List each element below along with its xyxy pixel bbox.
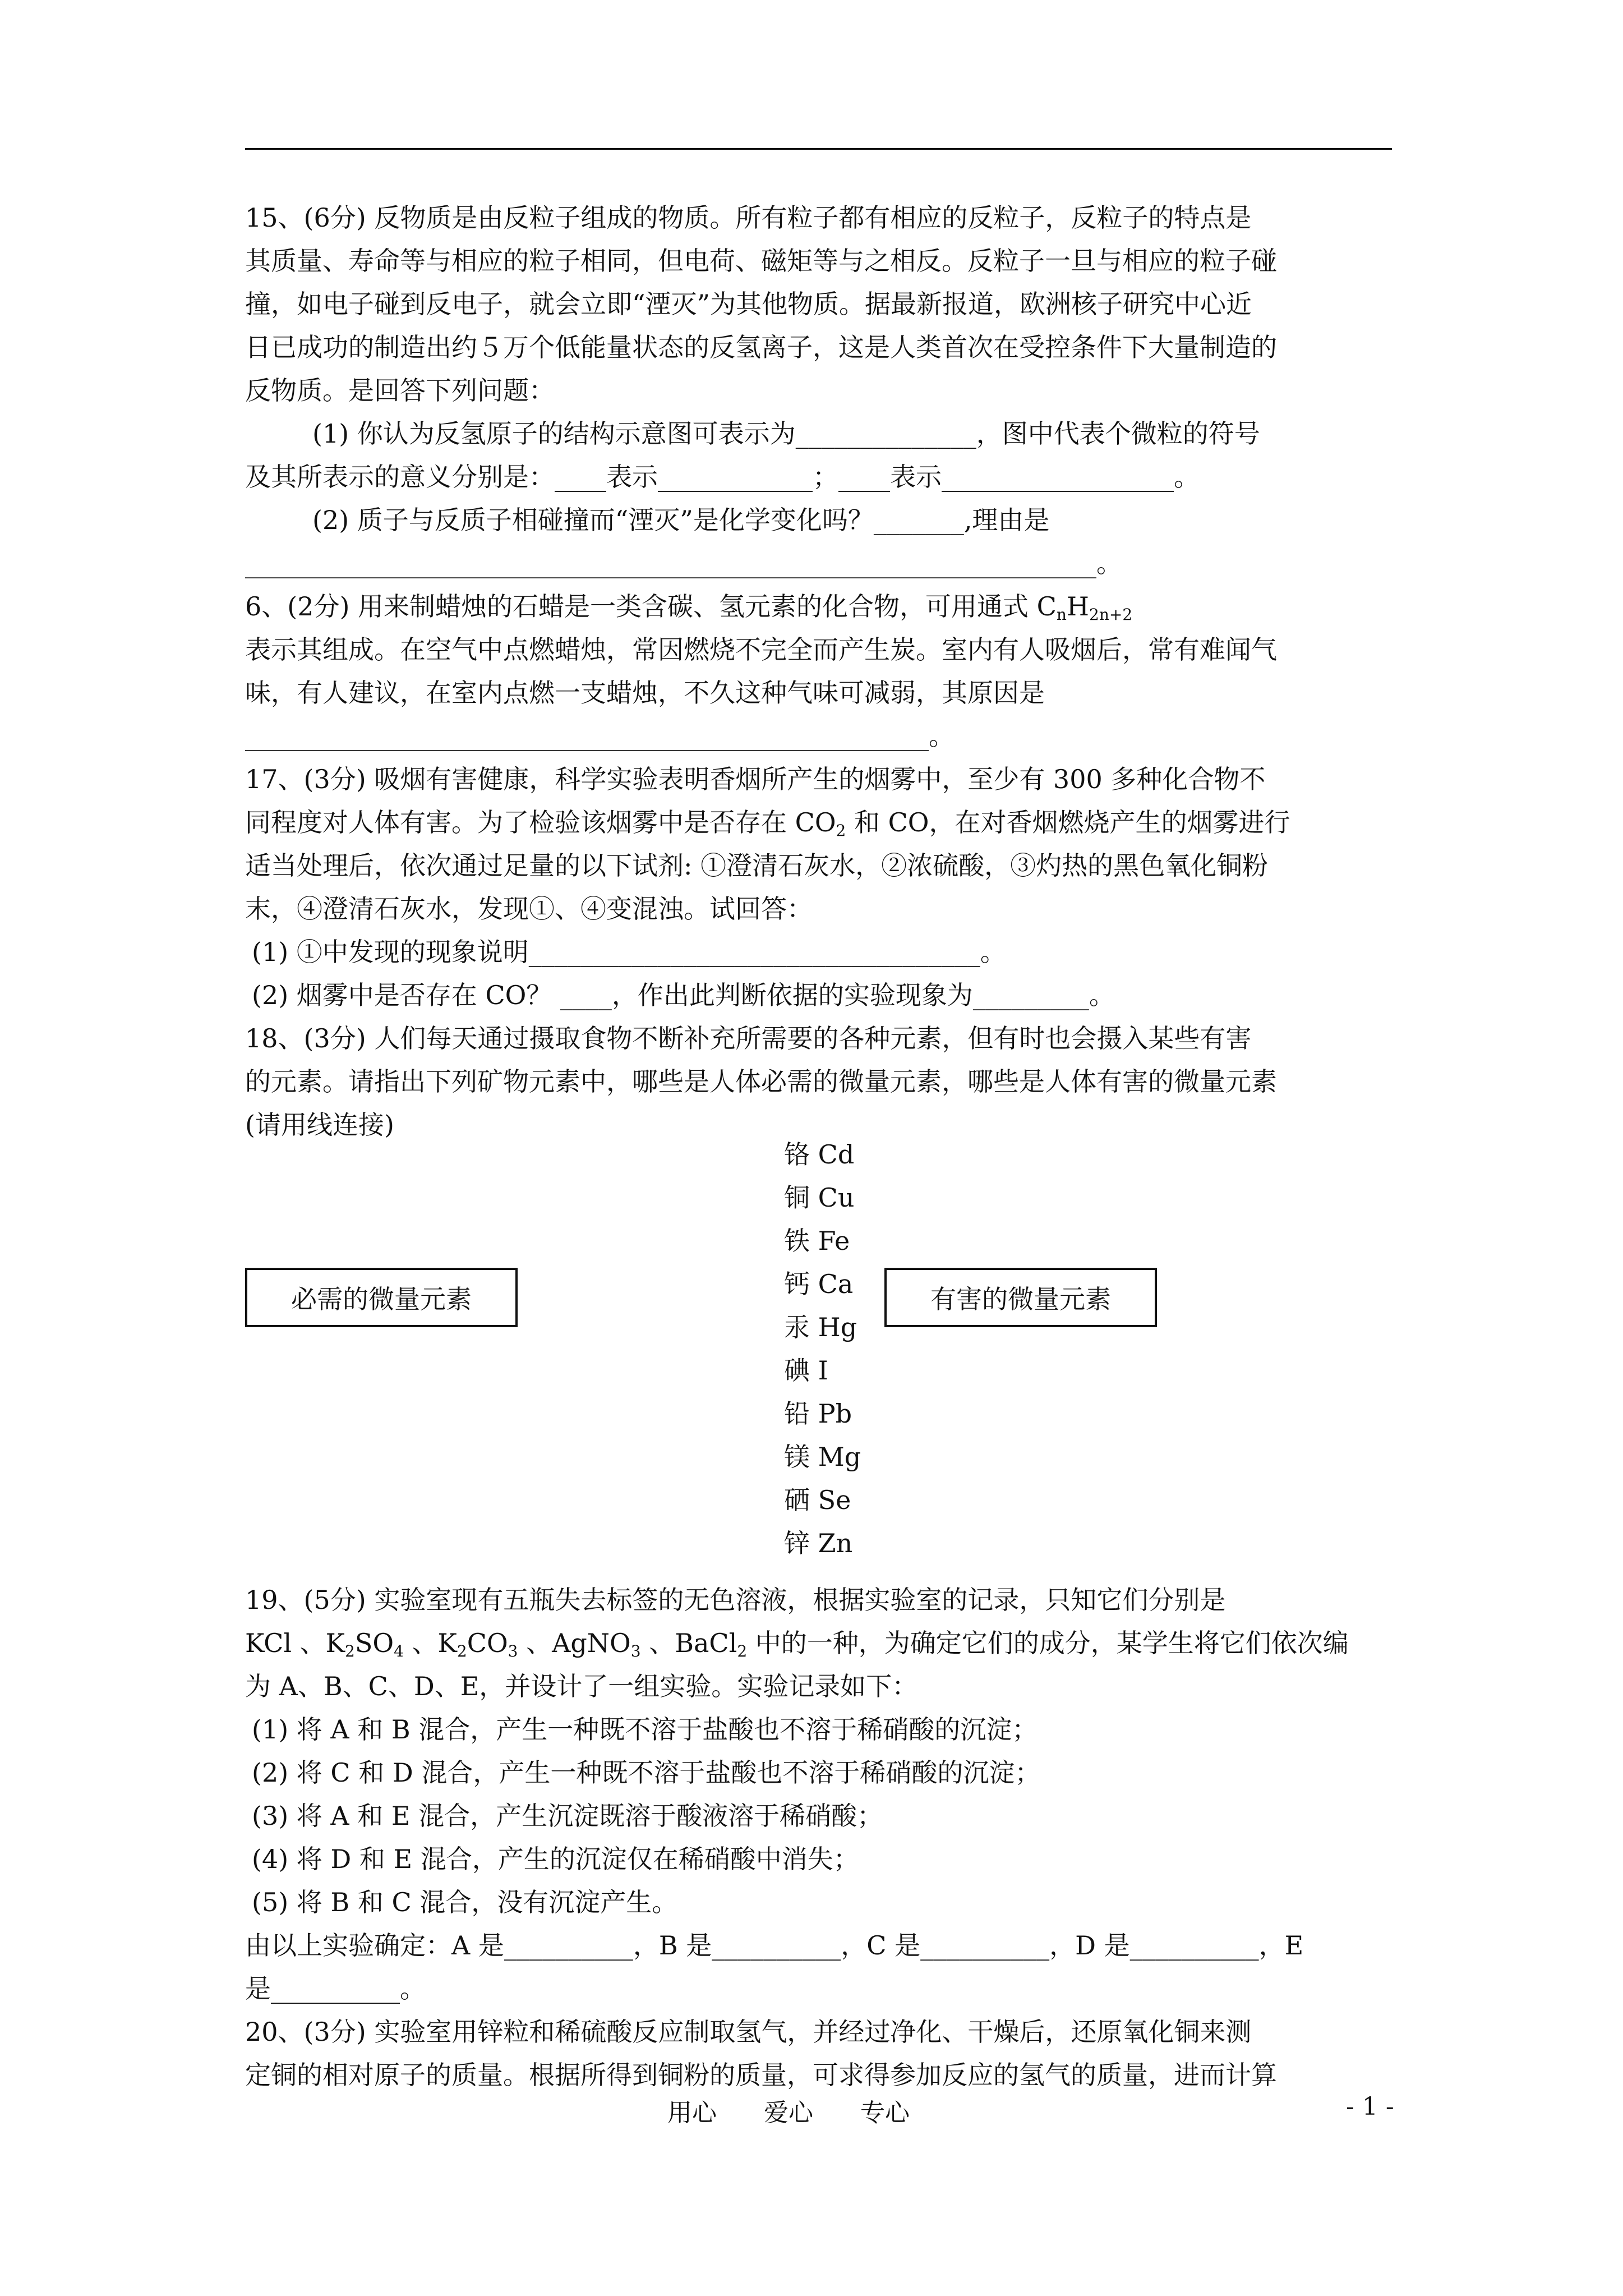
q19-s3: 2 [457, 1642, 467, 1660]
q17-line-4: 末，④澄清石灰水，发现①、④变混浊。试回答： [245, 894, 813, 924]
q17-line-6: (2) 烟雾中是否存在 CO？ ____，作出此判断依据的实验现象为_________。 [252, 980, 1115, 1010]
q19-s4: 3 [508, 1642, 518, 1660]
footer-motto [667, 2092, 949, 2128]
q19-item-2: (2) 将 C 和 D 混合，产生一种既不溶于盐酸也不溶于稀硝酸的沉淀； [252, 1757, 1041, 1788]
q19-t-b: SO [354, 1628, 394, 1658]
element-item[interactable]: 镁 Mg [784, 1442, 861, 1472]
q19-s2: 4 [394, 1642, 404, 1660]
q16-line-1-text: 6、(2分) 用来制蜡烛的石蜡是一类含碳、氢元素的化合物，可用通式 C [245, 591, 1057, 622]
q19-t-a: KCl 、K [245, 1628, 345, 1658]
element-item[interactable]: 碘 I [784, 1355, 828, 1386]
q19-item-3: (3) 将 A 和 E 混合，产生沉淀既溶于酸液溶于稀硝酸； [252, 1801, 883, 1831]
q18-line-3: (请用线连接) [245, 1110, 394, 1140]
q16-formula-h: H [1066, 591, 1090, 622]
q19-item-4: (4) 将 D 和 E 混合，产生的沉淀仅在稀硝酸中消失； [252, 1844, 859, 1874]
q15-line-8: (2) 质子与反质子相碰撞而“湮灭”是化学变化吗？_______,理由是 [312, 505, 1050, 535]
q19-item-1: (1) 将 A 和 B 混合，产生一种既不溶于盐酸也不溶于稀硝酸的沉淀； [252, 1714, 1038, 1745]
q15-line-1: 15、(6分) 反物质是由反粒子组成的物质。所有粒子都有相应的反粒子，反粒子的特点是 [245, 203, 1252, 233]
q15-line-2: 其质量、寿命等与相应的粒子相同，但电荷、磁矩等与之相反。反粒子一旦与相应的粒子碰 [245, 246, 1277, 276]
header-rule [245, 148, 1392, 150]
q15-line-5: 反物质。是回答下列问题： [245, 375, 555, 406]
q16-sub-n: n [1056, 605, 1067, 624]
essential-elements-label: 必需的微量元素 [291, 1284, 472, 1314]
footer-word-2: 爱心 [764, 2099, 813, 2127]
element-item[interactable]: 汞 Hg [784, 1312, 857, 1342]
q19-t-g: 中的一种，为确定它们的成分，某学生将它们依次编 [747, 1628, 1349, 1658]
q19-line-9: 由以上实验确定：A 是__________，B 是__________，C 是__________，D 是__________，E [245, 1930, 1304, 1961]
q19-s5: 3 [630, 1642, 641, 1660]
q19-line-3: 为 A、B、C、D、E，并设计了一组实验。实验记录如下： [245, 1671, 918, 1701]
element-item[interactable]: 铜 Cu [784, 1182, 855, 1213]
q15-line-6: (1) 你认为反氢原子的结构示意图可表示为______________，图中代表个微粒的符号 [312, 418, 1260, 449]
element-list [784, 1133, 868, 1565]
element-item[interactable]: 铅 Pb [784, 1398, 852, 1429]
q20-line-2: 定铜的相对原子的质量。根据所得到铜粉的质量，可求得参加反应的氢气的质量，进而计算 [245, 2060, 1277, 2090]
q17-line-3: 适当处理后，依次通过足量的以下试剂: ①澄清石灰水，②浓硫酸，③灼热的黑色氧化铜粉 [245, 850, 1269, 881]
q17-line-2 [245, 801, 1392, 844]
harmful-elements-label: 有害的微量元素 [930, 1284, 1111, 1314]
footer-word-1: 用心 [667, 2099, 717, 2127]
page-number: - 1 - [1346, 2092, 1394, 2121]
q19-t-e: 、AgNO [518, 1628, 631, 1658]
q15-line-9: __________________________________________________________________。 [245, 548, 1122, 578]
harmful-elements-box[interactable] [884, 1268, 1157, 1327]
q19-line-1: 19、(5分) 实验室现有五瓶失去标签的无色溶液，根据实验室的记录，只知它们分别是 [245, 1585, 1226, 1615]
q16-line-3: 味，有人建议，在室内点燃一支蜡烛，不久这种气味可减弱，其原因是 [245, 678, 1045, 708]
q17-line-2-text-a: 同程度对人体有害。为了检验该烟雾中是否存在 CO [245, 807, 836, 838]
element-item[interactable]: 硒 Se [784, 1485, 851, 1515]
element-item[interactable]: 钙 Ca [784, 1269, 854, 1299]
q19-line-10: 是__________。 [245, 1973, 426, 2004]
q20-line-1: 20、(3分) 实验室用锌粒和稀硫酸反应制取氢气，并经过净化、干燥后，还原氧化铜来测 [245, 2017, 1252, 2047]
footer-word-3: 专心 [860, 2099, 910, 2127]
q15-line-7: 及其所表示的意义分别是：____表示____________；____表示__________________。 [245, 462, 1200, 492]
element-item[interactable]: 铬 Cd [784, 1139, 855, 1170]
q18-line-2: 的元素。请指出下列矿物元素中，哪些是人体必需的微量元素，哪些是人体有害的微量元素 [245, 1066, 1277, 1097]
q16-line-1 [245, 585, 1392, 628]
q16-line-2: 表示其组成。在空气中点燃蜡烛，常因燃烧不完全而产生炭。室内有人吸烟后，常有难闻气 [245, 634, 1277, 665]
q19-t-c: 、K [403, 1628, 457, 1658]
element-item[interactable]: 铁 Fe [784, 1226, 850, 1256]
q16-sub-2n2: 2n+2 [1089, 605, 1133, 624]
q15-line-4: 日已成功的制造出约５万个低能量状态的反氢离子，这是人类首次在受控条件下大量制造的 [245, 332, 1277, 362]
q19-s1: 2 [345, 1642, 355, 1660]
q19-t-f: 、BaCl [640, 1628, 737, 1658]
q19-s6: 2 [737, 1642, 748, 1660]
element-item[interactable]: 锌 Zn [784, 1528, 853, 1558]
essential-elements-box[interactable] [245, 1268, 518, 1327]
q16-line-4: _____________________________________________________。 [245, 721, 955, 751]
q17-line-5: (1) ①中发现的现象说明___________________________________。 [252, 937, 1006, 967]
q15-line-3: 撞，如电子碰到反电子，就会立即“湮灭”为其他物质。据最新报道，欧洲核子研究中心近 [245, 289, 1252, 319]
q17-line-1: 17、(3分) 吸烟有害健康，科学实验表明香烟所产生的烟雾中，至少有 300 多种化合物不 [245, 764, 1266, 794]
q19-item-5: (5) 将 B 和 C 混合，没有沉淀产生。 [252, 1887, 678, 1917]
q18-line-1: 18、(3分) 人们每天通过摄取食物不断补充所需要的各种元素，但有时也会摄入某些有害 [245, 1023, 1252, 1053]
q17-line-2-text-b: 和 CO，在对香烟燃烧产生的烟雾进行 [846, 807, 1290, 838]
q17-sub-2: 2 [836, 821, 846, 840]
q19-line-2 [245, 1622, 1392, 1665]
q19-t-d: CO [467, 1628, 508, 1658]
